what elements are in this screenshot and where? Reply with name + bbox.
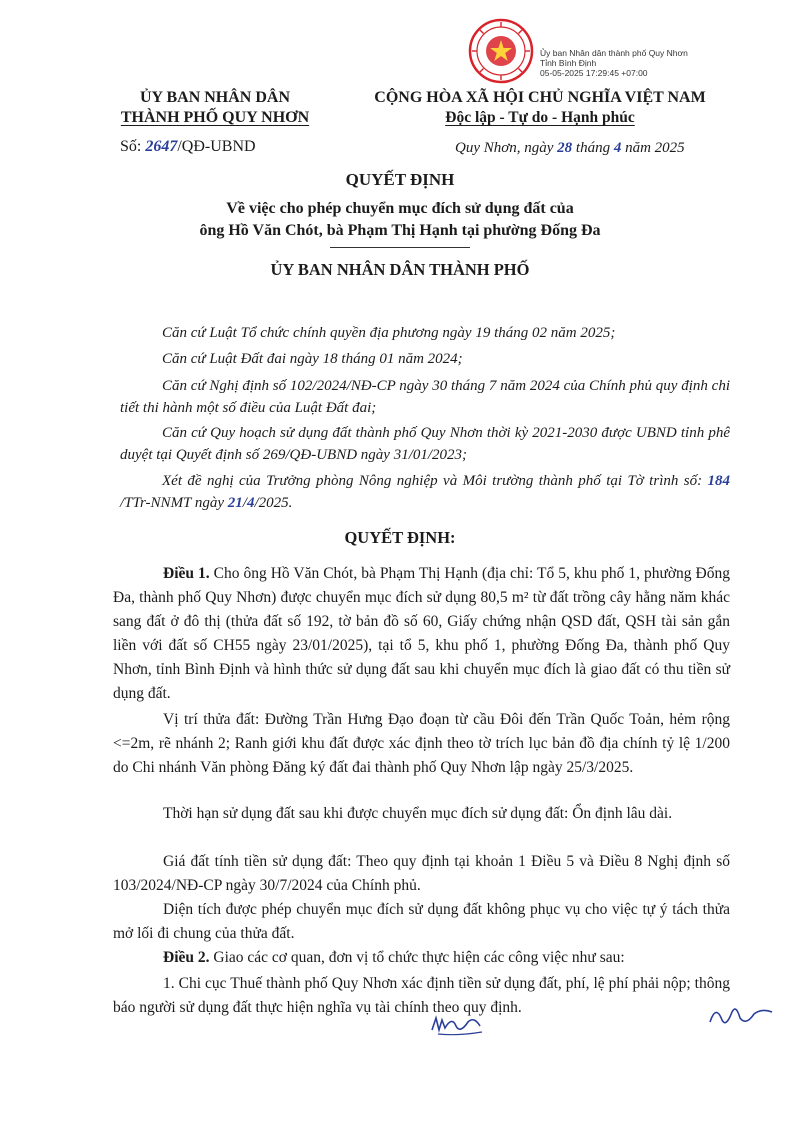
org-line-2: THÀNH PHỐ QUY NHƠN — [120, 109, 310, 126]
issuing-organization — [100, 88, 330, 128]
proposal-text-after: /2025. — [254, 495, 293, 511]
nation-name: CỘNG HÒA XÃ HỘI CHỦ NGHĨA VIỆT NAM — [374, 89, 706, 106]
handwritten-signature — [706, 1000, 776, 1030]
article-1-location: Vị trí thửa đất: Đường Trần Hưng Đạo đoạn từ cầu Đôi đến Trần Quốc Toản, hẻm rộng <=2m, rẽ nhánh 2; Ranh giới khu đất được xác định theo tờ trích lục bản đồ địa chính tỷ lệ 1/200 do Chi nhánh Văn phòng Đăng ký đất đai thành phố Quy Nhơn lập ngày 25/3/2025. — [113, 711, 730, 776]
proposal-text-before: Xét đề nghị của Trưởng phòng Nông nghiệp và Môi trường thành phố tại Tờ trình số: — [162, 473, 703, 489]
subject-divider — [330, 247, 470, 248]
place-and-date — [455, 140, 685, 157]
handwritten-initials — [428, 1012, 488, 1038]
article-1-label: Điều 1. — [163, 565, 210, 582]
org-line-1: ỦY BAN NHÂN DÂN — [139, 89, 291, 106]
article-2 — [113, 946, 730, 970]
article-1-price: Giá đất tính tiền sử dụng đất: Theo quy định tại khoản 1 Điều 5 và Điều 8 Nghị định số 103/2024/NĐ-CP ngày 30/7/2024 của Chính phủ. — [113, 853, 730, 894]
subject-line-2: ông Hồ Văn Chót, bà Phạm Thị Hạnh tại phường Đống Đa — [199, 222, 601, 239]
article-2-label: Điều 2. — [163, 949, 210, 966]
proposal-number-handwritten: 184 — [707, 473, 730, 489]
docno-prefix: Số: — [120, 138, 142, 155]
place-date-prefix: Quy Nhơn, ngày — [455, 140, 554, 156]
legal-basis-1: Căn cứ Luật Tổ chức chính quyền địa phương ngày 19 tháng 02 năm 2025; — [162, 325, 616, 341]
year-text: năm 2025 — [625, 140, 685, 156]
legal-basis-3: Căn cứ Nghị định số 102/2024/NĐ-CP ngày 30 tháng 7 năm 2024 của Chính phủ quy định chi tiết thi hành một số điều của Luật Đất đai; — [120, 378, 730, 416]
legal-basis-2: Căn cứ Luật Đất đai ngày 18 tháng 01 năm 2024; — [162, 351, 463, 367]
proposal-day-handwritten: 21 — [227, 495, 243, 511]
signer-province: Tỉnh Bình Định — [540, 58, 597, 68]
digital-signature-seal — [468, 18, 534, 84]
document-type-title: QUYẾT ĐỊNH — [345, 170, 455, 189]
decision-heading: QUYẾT ĐỊNH: — [344, 528, 456, 547]
article-2-item-1: 1. Chi cục Thuế thành phố Quy Nhơn xác định tiền sử dụng đất, phí, lệ phí phải nộp; thông báo người sử dụng đất thực hiện nghĩa vụ tài chính theo quy định. — [113, 975, 730, 1016]
docno-suffix: /QĐ-UBND — [177, 138, 256, 155]
issuing-authority: ỦY BAN NHÂN DÂN THÀNH PHỐ — [270, 260, 530, 279]
proposal-text-mid: /TTr-NNMT ngày — [120, 495, 225, 511]
proposal-month-handwritten: 4 — [246, 495, 255, 511]
day-handwritten: 28 — [557, 140, 573, 156]
docno-handwritten: 2647 — [145, 138, 178, 155]
proposal-basis: Xét đề nghị của Trưởng phòng Nông nghiệp và Môi trường thành phố tại Tờ trình số: 184 /TTr-NNMT ngày 21/4/2025. — [120, 473, 730, 511]
month-word: tháng — [575, 140, 611, 156]
subject-line-1: Về việc cho phép chuyển mục đích sử dụng đất của — [226, 200, 574, 217]
document-number — [120, 138, 256, 156]
article-1-term: Thời hạn sử dụng đất sau khi được chuyển mục đích sử dụng đất: Ổn định lâu dài. — [163, 805, 673, 822]
signature-timestamp: 05-05-2025 17:29:45 +07:00 — [540, 68, 648, 78]
signer-name: Ủy ban Nhân dân thành phố Quy Nhơn — [540, 48, 688, 58]
legal-basis-4: Căn cứ Quy hoạch sử dụng đất thành phố Quy Nhơn thời kỳ 2021-2030 được UBND tỉnh phê duyệt tại Quyết định số 269/QĐ-UBND ngày 31/01/2023; — [120, 425, 730, 463]
national-motto: Độc lập - Tự do - Hạnh phúc — [445, 109, 635, 126]
article-2-text: Giao các cơ quan, đơn vị tổ chức thực hiện các công việc như sau: — [213, 949, 625, 966]
month-handwritten: 4 — [613, 140, 622, 156]
document-subject — [130, 198, 670, 242]
signature-info — [540, 48, 688, 78]
article-1 — [113, 562, 730, 706]
article-1-text: Cho ông Hồ Văn Chót, bà Phạm Thị Hạnh (địa chỉ: Tổ 5, khu phố 1, phường Đống Đa, thành phố Quy Nhơn) được chuyển mục đích sử dụng 80,5 m² từ đất trồng cây hằng năm khác sang đất ở đô thị (thửa đất số 192, tờ bản đồ số 60, Giấy chứng nhận QSD đất, QSH tài sản gắn liền với đất số CH55 ngày 23/01/2025), tại tổ 5, khu phố 1, phường Đống Đa, thành phố Quy Nhơn, tỉnh Bình Định và hình thức sử dụng đất sau khi chuyển mục đích là giao đất có thu tiền sử dụng đất. — [113, 565, 731, 702]
article-1-area-note: Diện tích được phép chuyển mục đích sử dụng đất không phục vụ cho việc tự ý tách thửa mở lối đi chung của thửa đất. — [113, 901, 730, 942]
national-heading — [360, 88, 720, 128]
